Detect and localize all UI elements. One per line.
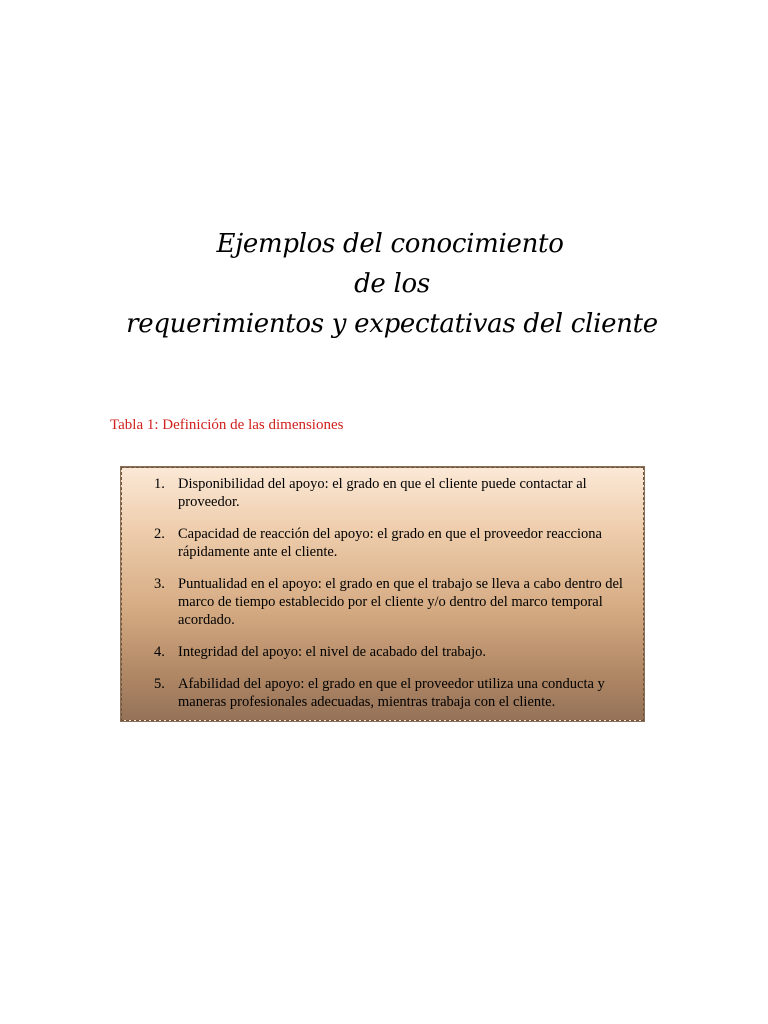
dimension-text: Afabilidad del apoyo: el grado en que el proveedor utiliza una conducta y maneras profesionales adecuadas, mientras trabaja con el cliente. <box>178 676 605 710</box>
dimension-item <box>122 643 643 661</box>
dimension-number: 2. <box>154 526 165 542</box>
dimension-text: Puntualidad en el apoyo: el grado en que el trabajo se lleva a cabo dentro del marco de tiempo establecido por el cliente y/o dentro del marco temporal acordado. <box>178 576 623 628</box>
dimension-number: 4. <box>154 644 165 660</box>
dimension-number: 1. <box>154 476 165 492</box>
document-title <box>0 224 768 344</box>
dimension-item <box>122 575 643 629</box>
dimensions-list <box>122 475 643 725</box>
table-caption: Tabla 1: Definición de las dimensiones <box>110 417 344 433</box>
title-line-1: Ejemplos del conocimiento <box>216 229 564 259</box>
dimension-text: Disponibilidad del apoyo: el grado en que el cliente puede contactar al proveedor. <box>178 476 587 510</box>
title-line-3: requerimientos y expectativas del cliente <box>126 309 658 339</box>
dimension-item <box>122 475 643 511</box>
dimension-item <box>122 525 643 561</box>
title-line-2: de los <box>354 269 430 299</box>
dimension-text: Integridad del apoyo: el nivel de acabado del trabajo. <box>178 644 486 660</box>
dimension-number: 3. <box>154 576 165 592</box>
dimension-text: Capacidad de reacción del apoyo: el grado en que el proveedor reacciona rápidamente ante el cliente. <box>178 526 602 560</box>
dimension-item <box>122 675 643 711</box>
dimensions-box <box>121 467 644 721</box>
dimension-number: 5. <box>154 676 165 692</box>
